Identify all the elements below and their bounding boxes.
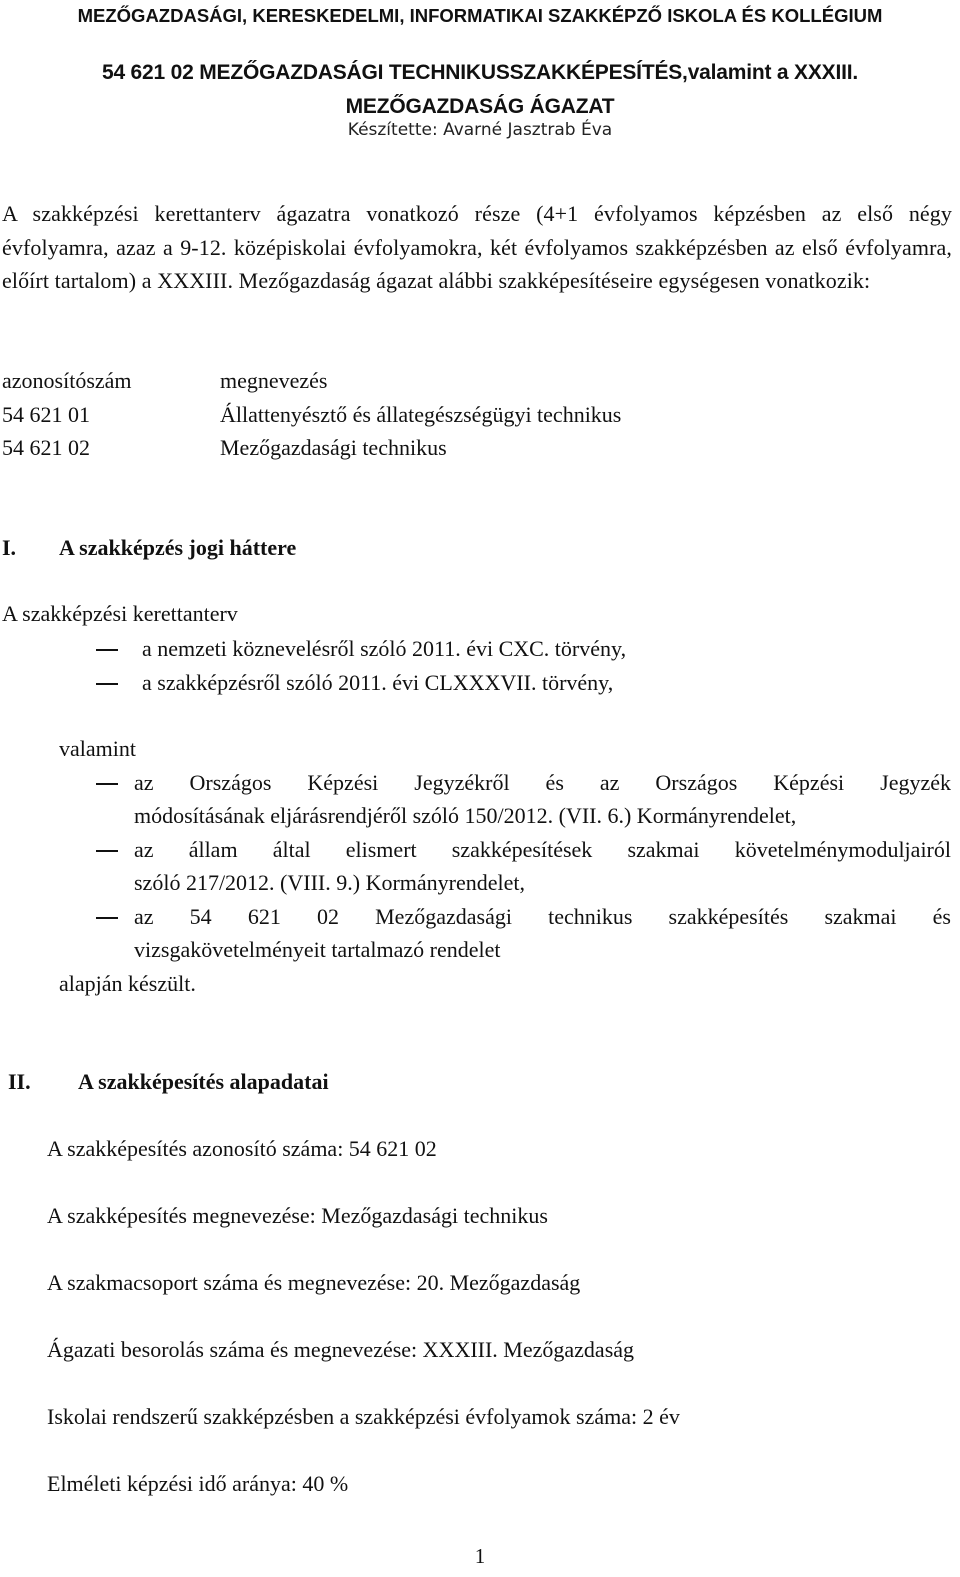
list-item: a nemzeti köznevelésről szóló 2011. évi CXC. törvény,	[142, 636, 627, 661]
table-cell-id: 54 621 01	[2, 401, 90, 427]
table-row	[2, 431, 621, 465]
list-item: az 54 621 02 Mezőgazdasági technikus szakképesítés szakmai és	[134, 904, 951, 929]
section-title: A szakképesítés alapadatai	[78, 1069, 329, 1094]
table-cell-name: Mezőgazdasági technikus	[220, 435, 447, 460]
section-lead: A szakképzési kerettanterv	[2, 601, 238, 626]
section-title: A szakképzés jogi háttere	[59, 535, 297, 560]
field-years: Iskolai rendszerű szakképzésben a szakképzési évfolyamok száma: 2 év	[47, 1404, 680, 1429]
field-group: A szakmacsoport száma és megnevezése: 20. Mezőgazdaság	[47, 1270, 581, 1295]
list-item-continuation: vizsgakövetelményeit tartalmazó rendelet	[134, 937, 501, 962]
school-name: MEZŐGAZDASÁGI, KERESKEDELMI, INFORMATIKAI SZAKKÉPZŐ ISKOLA ÉS KOLLÉGIUM	[77, 5, 883, 26]
table-row	[2, 398, 621, 432]
column-header-id: azonosítószám	[2, 368, 132, 393]
closing-text: alapján készült.	[59, 971, 196, 996]
page-number: 1	[474, 1544, 486, 1568]
list-item-continuation: módosításának eljárásrendjéről szóló 150/2012. (VII. 6.) Kormányrendelet,	[134, 803, 797, 828]
section-number: II.	[8, 1069, 31, 1094]
table-cell-id: 54 621 02	[2, 435, 90, 460]
list-item-continuation: szóló 217/2012. (VIII. 9.) Kormányrendelet,	[134, 870, 526, 895]
qualification-title: 54 621 02 MEZŐGAZDASÁGI TECHNIKUSSZAKKÉPESÍTÉS,valamint a XXXIII. MEZŐGAZDASÁG ÁGAZAT	[101, 61, 859, 118]
dash-bullet	[96, 783, 118, 785]
section-number: I.	[2, 535, 17, 560]
intro-paragraph: A szakképzési kerettanterv ágazatra vonatkozó része (4+1 évfolyamos képzésben az első négy évfolyamra, azaz a 9-12. középiskolai évfolyamokra, két évfolyamos szakképzésben az első évfolyamra, előírt tartalom) a XXXIII. Mezőgazdaság ágazat alábbi szakképesítéseire egységesen vonatkozik:	[2, 201, 952, 293]
qualification-table	[2, 364, 621, 465]
field-id: A szakképesítés azonosító száma: 54 621 02	[47, 1136, 437, 1161]
list-item: az Országos Képzési Jegyzékről és az Országos Képzési Jegyzék	[134, 770, 951, 795]
connector-text: valamint	[59, 736, 136, 761]
field-theory-ratio: Elméleti képzési idő aránya: 40 %	[47, 1471, 349, 1496]
dash-bullet	[96, 683, 118, 685]
dash-bullet	[96, 850, 118, 852]
list-item: a szakképzésről szóló 2011. évi CLXXXVII. törvény,	[142, 670, 614, 695]
field-sector: Ágazati besorolás száma és megnevezése: XXXIII. Mezőgazdaság	[47, 1337, 635, 1362]
field-name: A szakképesítés megnevezése: Mezőgazdasági technikus	[47, 1203, 548, 1228]
table-header-row	[2, 364, 621, 398]
table-cell-name: Állattenyésztő és állategészségügyi technikus	[220, 401, 622, 427]
list-item: az állam által elismert szakképesítések szakmai követelménymoduljairól	[134, 837, 951, 862]
dash-bullet	[96, 649, 118, 651]
author-line: Készítette: Avarné Jasztrab Éva	[347, 120, 613, 140]
column-header-name: megnevezés	[220, 368, 328, 393]
dash-bullet	[96, 917, 118, 919]
